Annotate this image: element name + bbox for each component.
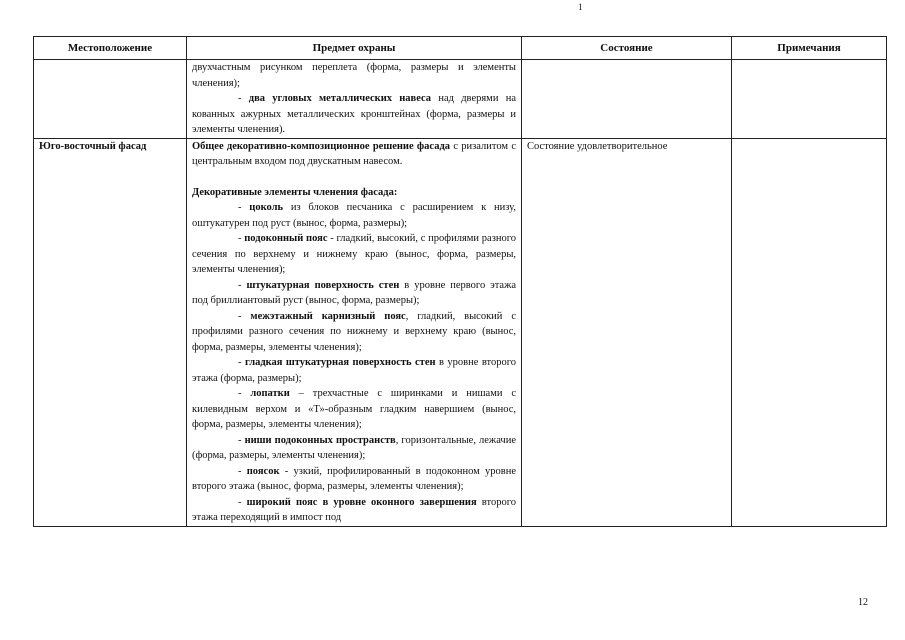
list-item: - цоколь из блоков песчаника с расширением к низу, оштукатурен под руст (вынос, форма, размеры); [192,202,516,229]
row2-subject [187,138,522,526]
subject-paragraph: двухчастным рисунком переплета (форма, размеры и элементы членения); [192,62,516,89]
header-state: Состояние [522,37,732,60]
subject-heading: Декоративные элементы членения фасада: [192,186,398,198]
location-label: Юго-восточный фасад [39,140,147,152]
top-mark: 1 [578,2,583,12]
header-subject: Предмет охраны [187,37,522,60]
list-item: - межэтажный карнизный пояс, гладкий, высокий с профилями разного сечения по нижнему и верхнему краю (вынос, форма, размеры, элементы членения); [192,310,517,353]
row1-subject [187,60,522,139]
list-item: - ниши подоконных пространств, горизонтальные, лежачие (форма, размеры, элементы членения); [192,434,516,461]
header-notes: Примечания [732,37,887,60]
list-item: - штукатурная поверхность стен в уровне первого этажа под бриллиантовый руст (вынос, форма, размеры); [192,279,517,306]
state-text: Состояние удовлетворительное [527,140,668,152]
row1-state [522,60,732,139]
subject-paragraph: - два угловых металлических навеса над дверями на кованных ажурных металлических кронштейнах (форма, размеры и элементы членения). [192,93,516,135]
list-item: - подоконный пояс - гладкий, высокий, с профилями разного сечения по верхнему и нижнему краю (вынос, форма, размеры, элементы членения); [192,233,517,275]
row2-state [522,138,732,526]
heritage-table [33,36,887,527]
subject-intro: Общее декоративно-композиционное решение фасада с ризалитом с центральным входом под двускатным навесом. [192,140,516,167]
table-header-row [34,37,887,60]
list-item: - лопатки – трехчастные с ширинками и нишами с килевидным верхом и «Т»-образным гладким навершием (вынос, форма, размеры, элементы членения); [192,388,516,430]
row2-notes [732,138,887,526]
row1-location [34,60,187,139]
row2-location [34,138,187,526]
table-row [34,60,887,139]
list-item: - поясок - узкий, профилированный в подоконном уровне второго этажа (вынос, форма, размеры, элементы членения); [192,465,516,492]
row1-notes [732,60,887,139]
list-item: - гладкая штукатурная поверхность стен в уровне второго этажа (форма, размеры); [192,357,517,384]
page-number: 12 [858,597,868,608]
header-location: Местоположение [34,37,187,60]
table-row [34,138,887,526]
list-item: - широкий пояс в уровне оконного завершения второго этажа переходящий в импост под [192,496,516,523]
